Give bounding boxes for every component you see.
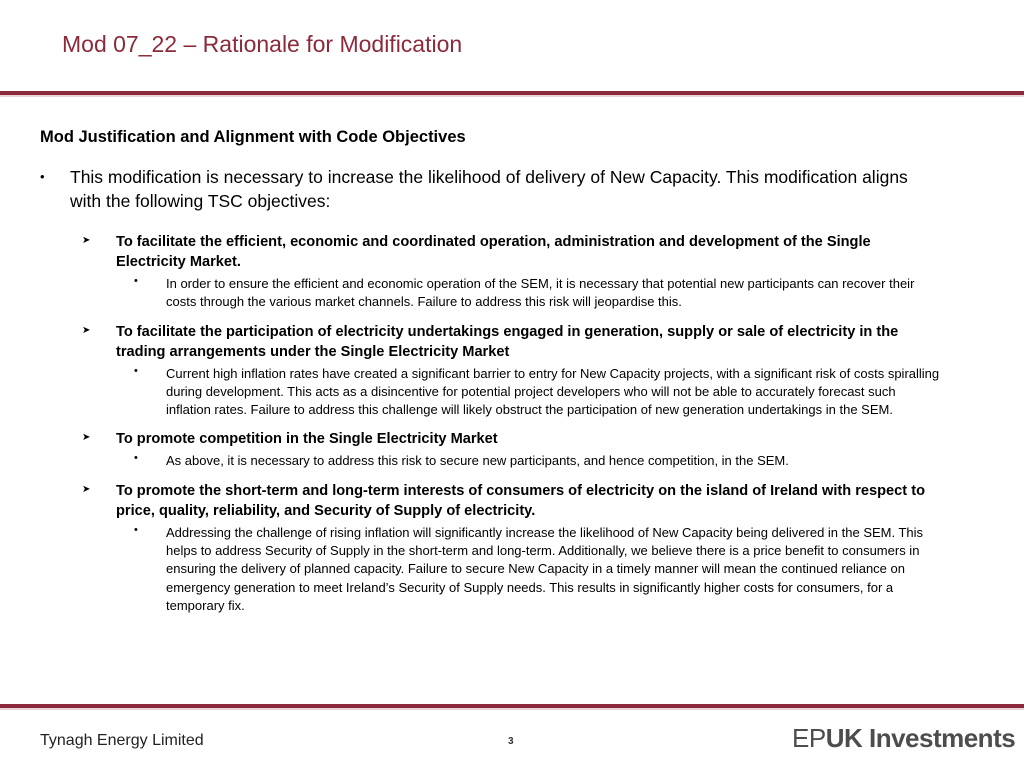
objective-item	[82, 481, 942, 615]
company-logo	[792, 723, 1015, 754]
company-name: Tynagh Energy Limited	[40, 732, 204, 749]
logo-ep: EP	[792, 723, 826, 753]
objective-item	[82, 322, 942, 420]
bullet-dot-icon: •	[134, 275, 138, 287]
bullet-dot-icon: •	[134, 452, 138, 465]
page-number: 3	[508, 736, 514, 747]
header-divider-shadow	[0, 95, 1024, 97]
objective-detail: In order to ensure the efficient and economic operation of the SEM, it is necessary that potential new participants can recover their costs through the various market channels. Failure to address this risk will jeopardise this.	[166, 276, 915, 310]
objective-item	[82, 232, 942, 312]
page-title: Mod 07_22 – Rationale for Modification	[62, 31, 463, 57]
objective-detail: As above, it is necessary to address this risk to secure new participants, and hence competition, in the SEM.	[166, 453, 789, 469]
intro-text: This modification is necessary to increase the likelihood of delivery of New Capacity. This modification aligns with the following TSC objectives:	[70, 167, 908, 211]
arrow-bullet-icon: ➤	[82, 483, 91, 495]
objectives-list	[82, 232, 942, 625]
objective-detail-item	[82, 275, 942, 312]
objective-title: To facilitate the efficient, economic and coordinated operation, administration and development of the Single Electricity Market.	[116, 234, 871, 270]
objective-title: To promote competition in the Single Electricity Market	[116, 431, 498, 448]
bullet-dot-icon: •	[40, 169, 45, 184]
logo-uk-investments: UK Investments	[825, 723, 1016, 753]
arrow-bullet-icon: ➤	[82, 432, 91, 444]
objective-detail-item	[82, 365, 942, 420]
footer-divider-shadow	[0, 708, 1024, 710]
objective-detail-item	[82, 452, 942, 470]
objective-detail: Addressing the challenge of rising inflation will significantly increase the likelihood of New Capacity being delivered in the SEM. This helps to address Security of Supply in the short-term and long-term. Additionally, we believe there is a price benefit to consumers in ensuring the delivery of planned capacity. Failure to secure New Capacity in a timely manner will mean the continued reliance on emergency generation to meet Ireland’s Security of Supply needs. This results in significantly higher costs for consumers, for a temporary fix.	[166, 524, 924, 613]
objective-detail: Current high inflation rates have created a significant barrier to entry for New Capacity projects, with a significant risk of costs spiralling during development. This acts as a disincentive for potential project developers who will not be able to accurately forecast such inflation rates. Failure to address this challenge will likely obstruct the participation of new generation undertakings in the SEM.	[166, 365, 940, 418]
objective-title: To promote the short-term and long-term interests of consumers of electricity on the island of Ireland with respect to price, quality, reliability, and Security of Supply of electricity.	[116, 482, 925, 519]
objective-detail-item	[82, 524, 942, 615]
arrow-bullet-icon: ➤	[82, 235, 91, 246]
section-heading: Mod Justification and Alignment with Code Objectives	[40, 128, 466, 146]
bullet-dot-icon: •	[134, 523, 138, 536]
objective-item	[82, 429, 942, 470]
intro-bullet-item	[40, 165, 920, 213]
arrow-bullet-icon: ➤	[82, 324, 91, 336]
objective-title: To facilitate the participation of electricity undertakings engaged in generation, supply or sale of electricity in the trading arrangements under the Single Electricity Market	[116, 323, 899, 360]
bullet-dot-icon: •	[134, 364, 138, 377]
